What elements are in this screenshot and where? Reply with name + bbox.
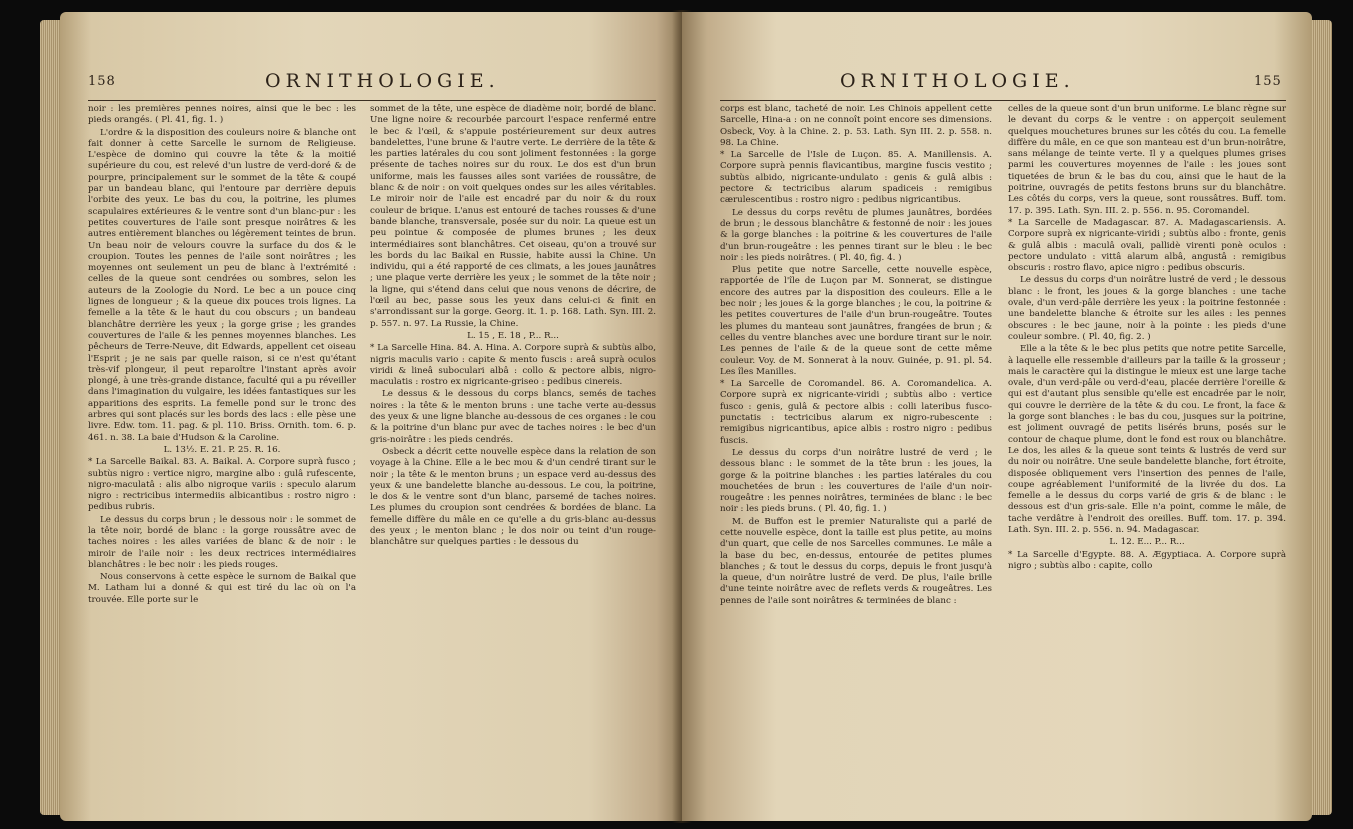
right-header-rule xyxy=(720,100,1286,101)
left-page-number: 158 xyxy=(88,74,116,89)
left-header-rule xyxy=(88,100,656,101)
left-column-2 xyxy=(370,104,656,550)
right-page-header xyxy=(682,70,1312,100)
measurements-line: L. 12. E... P... R... xyxy=(1109,537,1185,548)
paragraph: Plus petite que notre Sarcelle, cette nouvelle espèce, rapportée de l'île de Luçon par M. Sonnerat, se distingue encore des autres par la disposition des couleurs. Elle a le bec noir ; les joues & la gorge blanches ; le cou, la poitrine & les petites couvertures de l'aile d'un brun-rougeâtre. Toutes les plumes du manteau sont jaunâtres, frangées de brun ; & celles du ventre blanches avec une bordure tirant sur le noir. Les pennes de l'aile & de la queue sont de cette même couleur. Voy. de M. Sonnerat à la nouv. Guinée, p. 91. pl. 54. Les îles Manilles. xyxy=(720,265,992,377)
paragraph: Le dessus du corps brun ; le dessous noir : le sommet de la tête noir, bordé de blanc : la gorge roussâtre avec de taches noires : les ailes variées de blanc & de noir : le miroir de l'aile noir : les deux rectrices intermédiaires blanchâtres : le bec noir : les pieds rouges. xyxy=(88,514,356,570)
paragraph: Le dessus & le dessous du corps blancs, semés de taches noires : la tête & le menton bruns : une tache verte au-dessus des yeux & une ligne blanche au-dessous de ces organes : le cou & la poitrine d'un blanc pur avec de taches noires : le bec d'un gris-noirâtre : les pieds cendrés. xyxy=(370,389,656,445)
right-page xyxy=(682,12,1312,821)
left-page-header xyxy=(60,70,682,100)
left-column-1 xyxy=(88,104,356,607)
paragraph: Le dessus du corps d'un noirâtre lustré de verd ; le dessous blanc : le sommet de la tête brun : les joues, la gorge & la poitrine blanches : les parties latérales du cou mouchetées de brun : les couvertures de l'aile d'un noir-rougeâtre : les pennes noirâtres, terminées de blanc : le bec noir : les pieds bruns. ( Pl. 40, fig. 1. ) xyxy=(720,447,992,515)
paragraph: Nous conservons à cette espèce le surnom de Baikal que M. Latham lui a donné & qui est tiré du lac où on l'a trouvée. Elle porte sur le xyxy=(88,572,356,605)
paragraph: noir : les premières pennes noires, ainsi que le bec : les pieds orangés. ( Pl. 41, fig. 1. ) xyxy=(88,104,356,126)
paragraph: corps est blanc, tacheté de noir. Les Chinois appellent cette Sarcelle, Hina-a : on ne connoît point encore ses dimensions. Osbeck, Voy. à la Chine. 2. p. 53. Lath. Syn III. 2. p. 558. n. 98. La Chine. xyxy=(720,104,992,148)
right-page-edges xyxy=(1310,20,1332,815)
left-running-title: ORNITHOLOGIE. xyxy=(265,70,500,92)
species-entry: * La Sarcelle d'Egypte. 88. A. Ægyptiaca. A. Corpore suprà nigro ; subtùs albo : capite, collo xyxy=(1008,549,1286,571)
paragraph: celles de la queue sont d'un brun uniforme. Le blanc règne sur le devant du corps & le ventre : on apperçoit seulement quelques mouchetures brunes sur les côtés du cou. La femelle diffère du mâle, en ce que son manteau est d'un brun-noirâtre, sans mélange de teinte verte. Il y a quelques plumes grises parmi les couvertures moyennes de l'aile : les joues sont tiquetées de brun & le bas du cou, ainsi que le haut de la poitrine, ouvragés de petits festons bruns sur du blanchâtre. Les côtés du corps, vers la queue, sont roussâtres. Buff. tom. 17. p. 395. Lath. Syn. III. 2. p. 556. n. 95. Coromandel. xyxy=(1008,104,1286,216)
left-page xyxy=(60,12,682,821)
right-page-number: 155 xyxy=(1254,74,1282,89)
paragraph: M. de Buffon est le premier Naturaliste qui a parlé de cette nouvelle espèce, dont la taille est plus petite, au moins d'un quart, que celle de nos Sarcelles communes. Le mâle a la base du bec, en-dessus, entourée de petites plumes blanches ; & tout le dessus du corps, depuis le front jusqu'à la queue, d'un noirâtre lustré de verd. De plus, l'aile brille d'une teinte noirâtre avec de reflets verds & rougeâtres. Les pennes de l'aile sont noirâtres & terminées de blanc : xyxy=(720,516,992,606)
species-entry: * La Sarcelle Baikal. 83. A. Baikal. A. Corpore suprà fusco ; subtùs nigro : vertice nigro, margine albo : gulâ rufescente, nigro-maculatâ : alis albo nigroque variis : speculo alarum nigro : rectricibus intermediis albicantibus : rostro nigro : pedibus rubris. xyxy=(88,457,356,513)
right-column-1 xyxy=(720,104,992,608)
species-entry: * La Sarcelle de Madagascar. 87. A. Madagascariensis. A. Corpore suprà ex nigricante-viridi ; subtùs albo : fronte, genis & gulâ albis : maculâ ovali, pallidè virenti ponè oculos : pectore undulato : vittâ alarum albâ, angustâ : remigibus obscuris : rostro flavo, apice nigro : pedibus obscuris. xyxy=(1008,217,1286,274)
measurements-line: L. 13½. E. 21. P. 25. R. 16. xyxy=(163,444,281,455)
paragraph: sommet de la tête, une espèce de diadème noir, bordé de blanc. Une ligne noire & recourbée parcourt l'espace renfermé entre le bec & l'œil, & s'appuie postérieurement sur deux autres bandelettes, l'une brune & l'autre verte. Le derrière de la tête & les parties latérales du cou sont joliment festonnées : la gorge présente de taches noires sur du roux. Le dos est d'un brun uniforme, mais les fausses ailes sont variées de roussâtre, de blanc & de noir : on voit quelques ondes sur les ailes véritables. Le miroir noir de l'aile est encadré par du noir & du roux couleur de brique. L'anus est entouré de taches rousses & d'une bande blanche, transversale, posée sur du noir. La queue est un peu pointue & composée de plumes brunes ; les deux intermédiaires sont blanchâtres. Cet oiseau, qu'on a trouvé sur les bords du lac Baikal en Russie, habite aussi la Chine. Un individu, qui a été rapporté de ces climats, a les joues jaunâtres ; une plaque verte derrière les yeux ; le sommet de la tête noir ; la ligne, qui s'étend dans celui que nous venons de décrire, de l'œil au bec, passe sous les yeux dans celui-ci & finit en s'arrondissant sur la gorge. Georg. it. 1. p. 168. Lath. Syn. III. 2. p. 557. n. 97. La Russie, la Chine. xyxy=(370,104,656,329)
right-running-title: ORNITHOLOGIE. xyxy=(840,70,1075,92)
species-entry: * La Sarcelle de Coromandel. 86. A. Coromandelica. A. Corpore suprà ex nigricante-viridi ; subtùs albo : vertice fusco : genis, gulâ & pectore albis : colli lateribus fusco-punctatis : tectricibus alarum ex nigro-rubescente : remigibus nigricantibus, apice albis : rostro nigro : pedibus fuscis. xyxy=(720,379,992,446)
paragraph: Osbeck a décrit cette nouvelle espèce dans la relation de son voyage à la Chine. Elle a le bec mou & d'un cendré tirant sur le noir ; la tête & le menton bruns ; un espace verd au-dessus des yeux & une bandelette blanche au-dessous. Le cou, la poitrine, le dos & le ventre sont d'un blanc, parsemé de taches noires. Les plumes du croupion sont cendrées & bordées de blanc. La femelle diffère du mâle en ce qu'elle a du gris-blanc au-dessus des yeux ; le menton blanc ; le dos noir ou teint d'un rouge-blanchâtre sur quelques parties : le dessous du xyxy=(370,446,656,548)
paragraph: Elle a la tête & le bec plus petits que notre petite Sarcelle, à laquelle elle ressemble d'ailleurs par la taille & la grosseur ; mais le caractère qui la distingue le mieux est une large tache ovale, d'un verd-pâle ou verd-d'eau, placée derrière l'oreille & qui est d'autant plus sensible qu'elle est encadrée par le noir, qui couvre le derrière de la tête & du cou. Le front, la face & la gorge sont blanches : le bas du cou, jusques sur la poitrine, est joliment ouvragé de petits lisérés bruns, posés sur le contour de chaque plume, dont le fond est roux ou blanchâtre. Le dos, les ailes & la queue sont teints & lustrés de verd sur du noir ou noirâtre. Une seule bandelette blanche, fort étroite, disposée obliquement vers l'insertion des pennes de l'aile, coupe agréablement l'uniformité de la livrée du dos. La femelle a le dessus du corps varié de gris & de blanc : le dessous est d'un gris-sale. Elle n'a point, comme le mâle, de tache verdâtre à l'endroit des oreilles. Buff. tom. 17. p. 394. Lath. Syn. III. 2. p. 556. n. 94. Madagascar. xyxy=(1008,344,1286,535)
species-entry: * La Sarcelle Hina. 84. A. Hina. A. Corpore suprà & subtùs albo, nigris maculis vario : capite & mento fuscis : areâ suprà oculos viridi & lineâ suboculari albâ : collo & pectore albis, nigro-maculatis : rostro ex nigricante-griseo : pedibus cinereis. xyxy=(370,343,656,388)
right-column-2 xyxy=(1008,104,1286,573)
paragraph: L'ordre & la disposition des couleurs noire & blanche ont fait donner à cette Sarcelle le surnom de Religieuse. L'espèce de domino qui couvre la tête & la moitié supérieure du cou, est relevé d'un lustre de verd-doré & de pourpre, principalement sur le sommet de la tête & coupé par un bandeau blanc, qui l'entoure par derrière depuis l'orbite des yeux. Le bas du cou, la poitrine, les plumes scapulaires extérieures & le ventre sont d'un blanc-pur : les petites couvertures de l'aile sont presque noirâtres & les autres entièrement blanches ou légèrement teintes de brun. Un beau noir de velours couvre la surface du dos & le croupion. Toutes les pennes de l'aile sont noirâtres ; les moyennes ont seulement un peu de blanc à l'extrémité : celles de la queue sont cendrées ou sombres, selon les auteurs de la Zoologie du Nord. Le bec a un pouce cinq lignes de longueur ; & la queue dix pouces trois lignes. La femelle a la tête & le haut du cou obscurs ; un bandeau blanchâtre derrière les yeux ; la gorge grise ; les grandes couvertures de l'aile & les pennes moyennes blanches. Les pêcheurs de Terre-Neuve, dit Edwards, appellent cet oiseau l'Esprit ; je ne sais par quelle raison, si ce n'est qu'étant très-vif plongeur, il peut reparoître l'instant après avoir plongé, à une très-grande distance, faculté qui a pu réveiller dans l'imagination du vulgaire, les idées fantastiques sur les apparitions des esprits. La femelle pond sur le tronc des arbres qui sont placés sur les bords des lacs : elle pèse une livre. Edw. tom. 11. pag. & pl. 110. Briss. Ornith. tom. 6. p. 461. n. 38. La baie d'Hudson & la Caroline. xyxy=(88,127,356,443)
measurements-line: L. 15 , E. 18 , P... R... xyxy=(467,330,559,341)
species-entry: * La Sarcelle de l'Isle de Luçon. 85. A. Manillensis. A. Corpore suprà pennis flavicantibus, margine fuscis vestito ; subtùs albido, nigricante-undulato : genis & gulâ albis : pectore & tectricibus alarum spadiceis : remigibus cærulescentibus : rostro nigro : pedibus nigricantibus. xyxy=(720,150,992,206)
paragraph: Le dessus du corps revêtu de plumes jaunâtres, bordées de brun ; le dessous blanchâtre & festonné de noir : les joues & la gorge blanches : la poitrine & les couvertures de l'aile d'un brun-rougeâtre : les pennes tirant sur le bleu : le bec noir : les pieds noirâtres. ( Pl. 40, fig. 4. ) xyxy=(720,207,992,263)
paragraph: Le dessus du corps d'un noirâtre lustré de verd ; le dessous blanc : le front, les joues & la gorge blanches : une tache ovale, d'un verd-pâle derrière les yeux : la poitrine festonnée : une bandelette blanche & étroite sur les ailes : les pennes obscures : le bec jaune, noir à la pointe : les pieds d'une couleur sombre. ( Pl. 40, fig. 2. ) xyxy=(1008,275,1286,342)
left-page-edges xyxy=(40,20,62,815)
